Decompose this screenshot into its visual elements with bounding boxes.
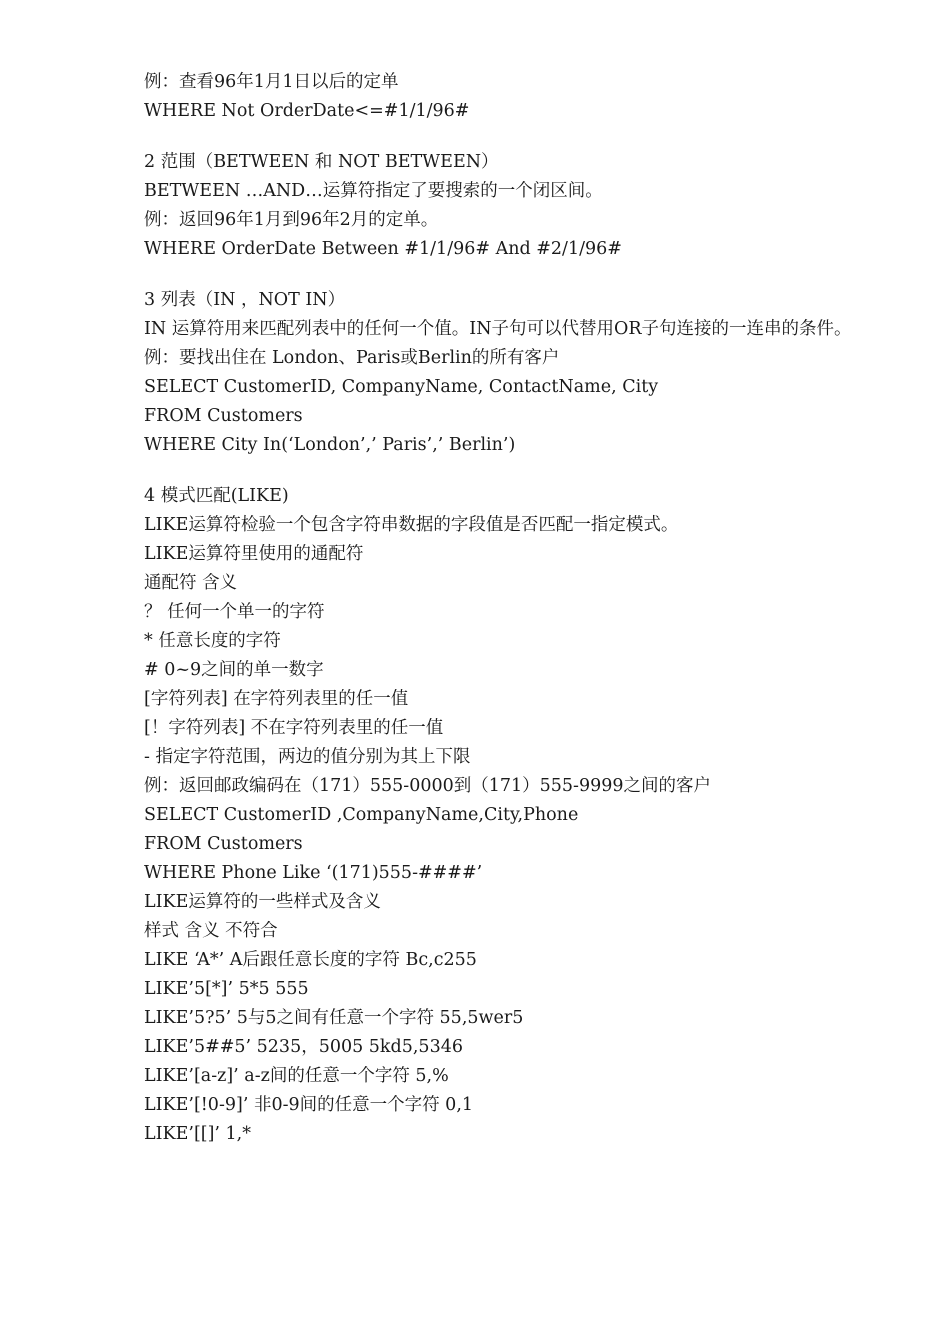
wildcard-row: ？ 任何一个单一的字符 (144, 602, 325, 622)
section-gap (144, 126, 884, 148)
code-line: WHERE Phone Like ‘(171)555-####’ (144, 863, 483, 883)
pattern-row: LIKE’[[]’ 1,* (144, 1124, 251, 1144)
section-gap (144, 460, 884, 482)
code-line: WHERE Not OrderDate<=#1/1/96# (144, 101, 470, 121)
wildcard-row: - 指定字符范围，两边的值分别为其上下限 (144, 747, 471, 767)
pattern-row: LIKE’[a-z]’ a-z间的任意一个字符 5,% (144, 1066, 449, 1086)
code-line: WHERE OrderDate Between #1/1/96# And #2/1/96# (144, 239, 622, 259)
document-page (144, 68, 884, 1149)
section-between (144, 148, 884, 264)
example-line: 例：返回邮政编码在（171）555-0000到（171）555-9999之间的客户 (144, 776, 712, 796)
example-line: 例：返回96年1月到96年2月的定单。 (144, 210, 439, 230)
section-heading: 2 范围（BETWEEN 和 NOT BETWEEN） (144, 152, 499, 172)
code-line: FROM Customers (144, 834, 303, 854)
example-line: 例：要找出住在 London、Paris或Berlin的所有客户 (144, 348, 560, 368)
pattern-row: LIKE ‘A*’ A后跟任意长度的字符 Bc,c255 (144, 950, 477, 970)
section-gap (144, 264, 884, 286)
section-heading: 4 模式匹配(LIKE) (144, 486, 289, 506)
example-line: 例：查看96年1月1日以后的定单 (144, 72, 399, 92)
paragraph-line: LIKE运算符的一些样式及含义 (144, 892, 381, 912)
wildcard-row: # 0~9之间的单一数字 (144, 660, 324, 680)
pattern-row: LIKE’5##5’ 5235，5005 5kd5,5346 (144, 1037, 463, 1057)
section-not-operator (144, 68, 884, 126)
wildcard-row: * 任意长度的字符 (144, 631, 281, 651)
pattern-row: LIKE’5?5’ 5与5之间有任意一个字符 55,5wer5 (144, 1008, 524, 1028)
wildcard-row: [字符列表] 在字符列表里的任一值 (144, 689, 409, 709)
pattern-row: LIKE’5[*]’ 5*5 555 (144, 979, 309, 999)
paragraph-line: LIKE运算符里使用的通配符 (144, 544, 364, 564)
code-line: SELECT CustomerID, CompanyName, ContactName, City (144, 377, 659, 397)
code-line: FROM Customers (144, 406, 303, 426)
wildcard-row: [！字符列表] 不在字符列表里的任一值 (144, 718, 444, 738)
pattern-table-header: 样式 含义 不符合 (144, 921, 278, 941)
section-like (144, 482, 884, 1149)
code-line: WHERE City In(‘London’,’ Paris’,’ Berlin’) (144, 435, 516, 455)
paragraph-line: LIKE运算符检验一个包含字符串数据的字段值是否匹配一指定模式。 (144, 515, 679, 535)
section-heading: 3 列表（IN ，NOT IN） (144, 290, 346, 310)
wildcard-table-header: 通配符 含义 (144, 573, 238, 593)
paragraph-line: IN 运算符用来匹配列表中的任何一个值。IN子句可以代替用OR子句连接的一连串的条件。 (144, 319, 852, 339)
section-in-list (144, 286, 884, 460)
paragraph-line: BETWEEN …AND…运算符指定了要搜索的一个闭区间。 (144, 181, 603, 201)
code-line: SELECT CustomerID ,CompanyName,City,Phone (144, 805, 579, 825)
pattern-row: LIKE’[!0-9]’ 非0-9间的任意一个字符 0,1 (144, 1095, 474, 1115)
